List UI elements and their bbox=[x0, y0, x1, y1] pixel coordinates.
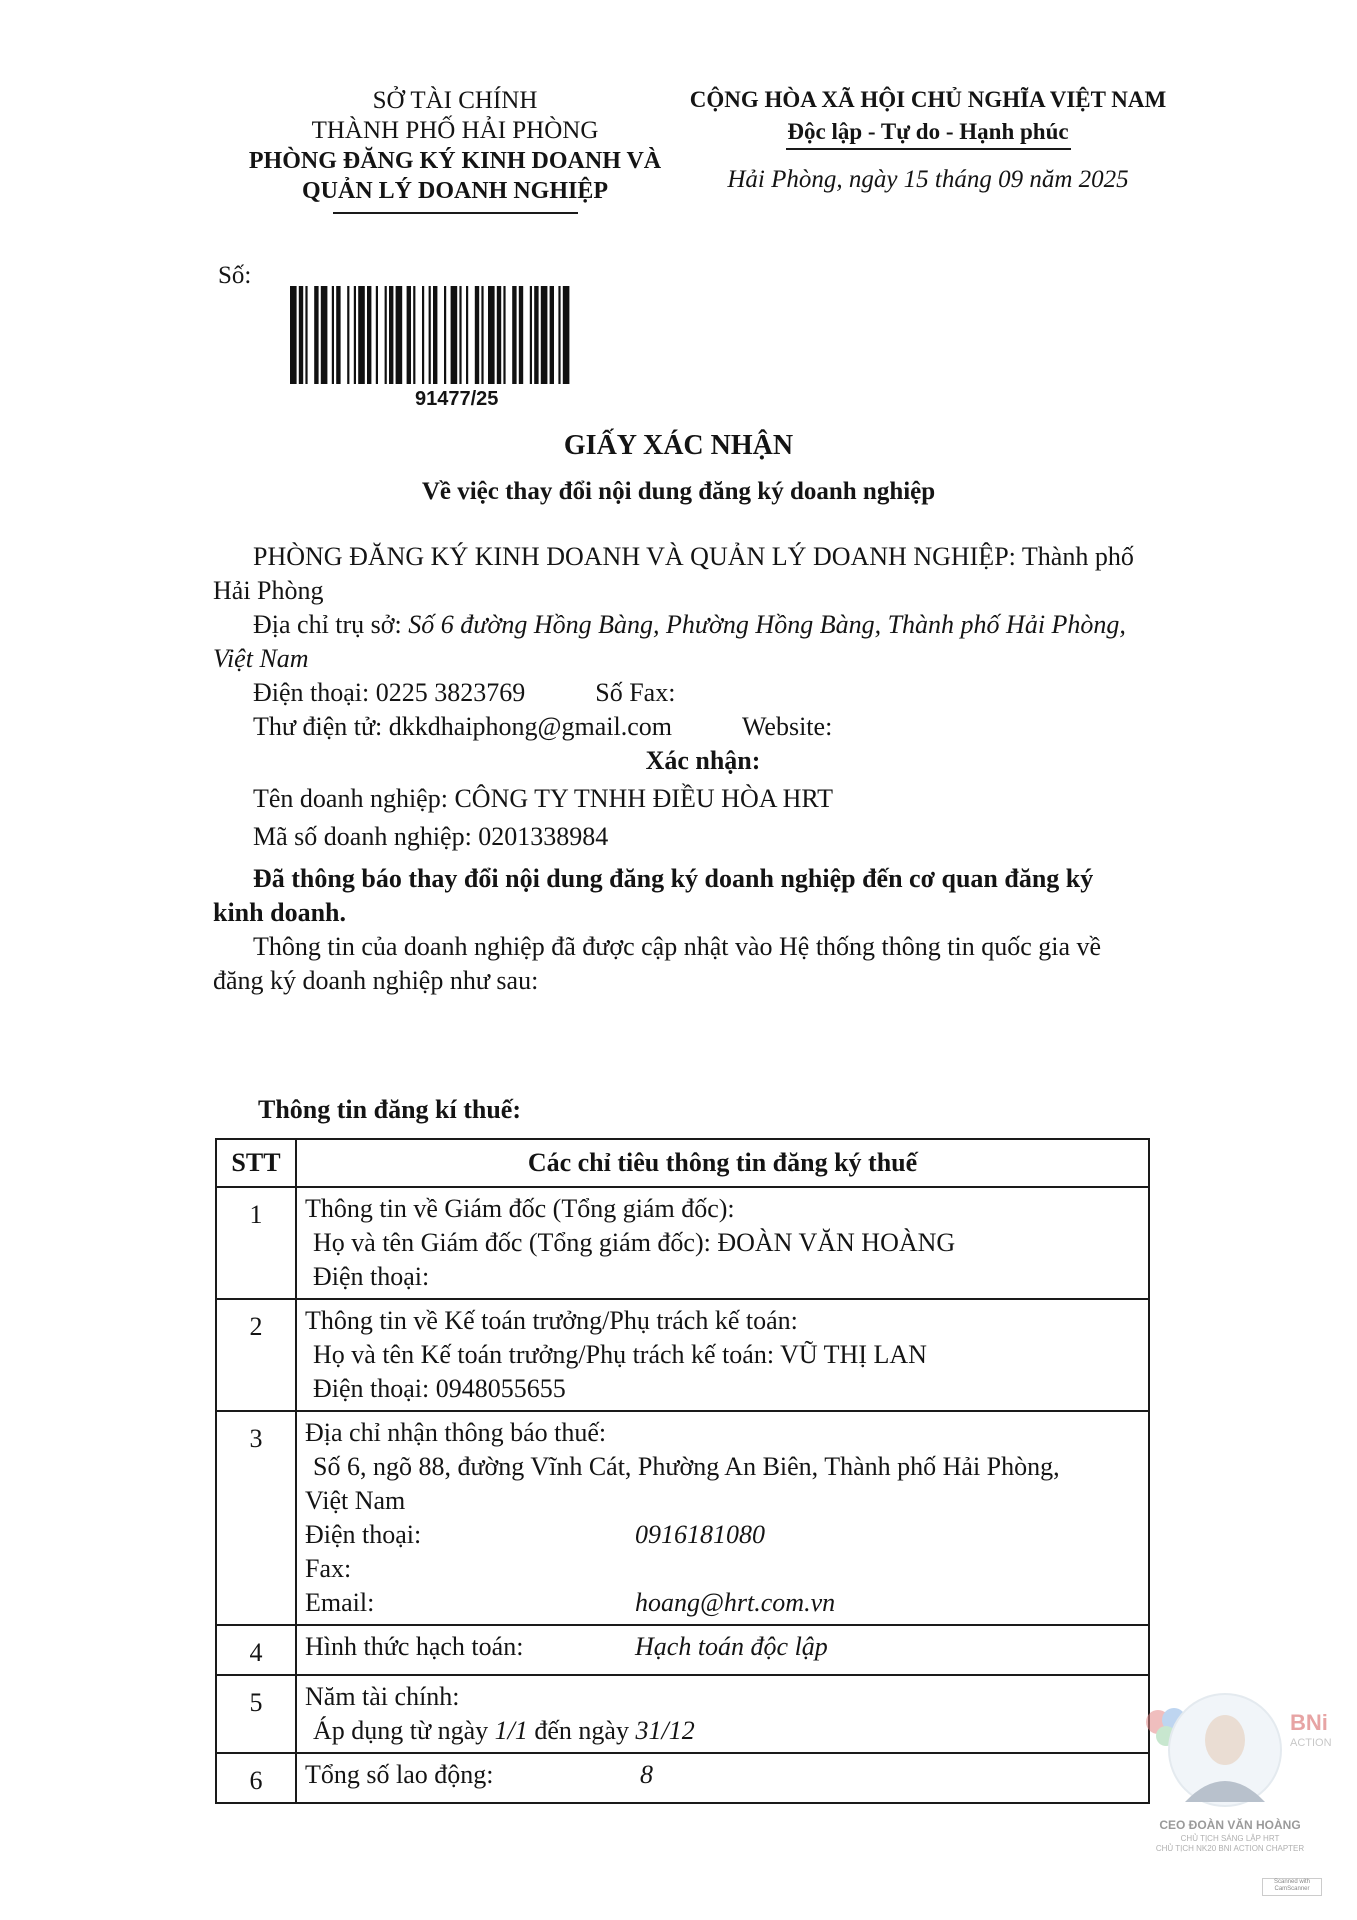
fiscal-to-text: đến ngày bbox=[527, 1716, 636, 1745]
row-stt: 4 bbox=[216, 1625, 296, 1675]
table-row bbox=[216, 1753, 1149, 1803]
tax-phone-value: 0916181080 bbox=[635, 1520, 765, 1549]
labor-count-value: 8 bbox=[640, 1760, 653, 1789]
tax-info-heading: Thông tin đăng kí thuế: bbox=[258, 1095, 521, 1124]
row-content bbox=[296, 1299, 1149, 1411]
table-row bbox=[216, 1411, 1149, 1625]
col-stt-header: STT bbox=[216, 1139, 296, 1187]
barcode-bar bbox=[413, 286, 415, 384]
authority-line-2: THÀNH PHỐ HẢI PHÒNG bbox=[311, 117, 599, 144]
avatar bbox=[1130, 1690, 1332, 1810]
row-content bbox=[296, 1625, 1149, 1675]
tax-email-row bbox=[305, 1586, 1140, 1620]
barcode-bar bbox=[481, 286, 483, 384]
barcode-bar bbox=[305, 286, 307, 384]
barcode-bar bbox=[466, 286, 468, 384]
national-motto-block bbox=[668, 84, 1188, 196]
col-items-header: Các chỉ tiêu thông tin đăng ký thuế bbox=[296, 1139, 1149, 1187]
office-name-line-1: PHÒNG ĐĂNG KÝ KINH DOANH VÀ QUẢN LÝ DOANH NGHIỆP: Thành phố bbox=[253, 542, 1134, 571]
accounting-form-label: Hình thức hạch toán: bbox=[305, 1632, 524, 1661]
confirmation-section bbox=[213, 744, 1193, 998]
row-content bbox=[296, 1187, 1149, 1299]
row-stt: 6 bbox=[216, 1753, 296, 1803]
barcode-bar bbox=[451, 286, 458, 384]
document-subtitle: Về việc thay đổi nội dung đăng ký doanh nghiệp bbox=[421, 478, 936, 505]
accounting-form-row bbox=[305, 1630, 1140, 1664]
table-header-row bbox=[216, 1139, 1149, 1187]
barcode-bar bbox=[376, 286, 378, 384]
office-info bbox=[213, 540, 1193, 744]
tax-phone-label: Điện thoại: bbox=[305, 1520, 422, 1549]
fiscal-from-date: 1/1 bbox=[494, 1716, 528, 1745]
address-value: Số 6 đường Hồng Bàng, Phường Hồng Bàng, Thành phố Hải Phòng, bbox=[408, 610, 1126, 639]
barcode-bar bbox=[541, 286, 548, 384]
barcode-bar bbox=[459, 286, 461, 384]
accounting-form-value: Hạch toán độc lập bbox=[635, 1632, 828, 1661]
scanner-badge: Scanned with CamScanner bbox=[1262, 1878, 1322, 1896]
barcode-bar bbox=[422, 286, 424, 384]
barcode-bar bbox=[332, 286, 334, 384]
avatar-face bbox=[1205, 1715, 1245, 1765]
barcode-bar bbox=[407, 286, 411, 384]
barcode-bar bbox=[299, 286, 303, 384]
barcode-number: 91477/25 bbox=[415, 388, 499, 410]
company-code: Mã số doanh nghiệp: 0201338984 bbox=[253, 822, 609, 851]
barcode-bar bbox=[314, 286, 318, 384]
authority-underline bbox=[333, 212, 578, 214]
authority-line-4: QUẢN LÝ DOANH NGHIỆP bbox=[301, 178, 608, 204]
barcode-bar bbox=[530, 286, 532, 384]
office-phone: Điện thoại: 0225 3823769 bbox=[253, 678, 526, 707]
barcode-bar bbox=[358, 286, 365, 384]
office-website: Website: bbox=[741, 712, 833, 741]
barcode-bar bbox=[519, 286, 523, 384]
labor-count-label: Tổng số lao động: bbox=[305, 1760, 494, 1789]
document-title: GIẤY XÁC NHẬN bbox=[563, 430, 794, 461]
barcode-bar bbox=[444, 286, 446, 384]
row-stt: 2 bbox=[216, 1299, 296, 1411]
barcode-bar bbox=[512, 286, 516, 384]
office-address-line-2: Việt Nam bbox=[213, 644, 309, 673]
tax-address-title: Địa chỉ nhận thông báo thuế: bbox=[305, 1418, 607, 1447]
fiscal-year-title: Năm tài chính: bbox=[305, 1682, 460, 1711]
barcode-bar bbox=[367, 286, 371, 384]
wm-brand: BNi bbox=[1290, 1710, 1328, 1735]
doc-number-label: Số: bbox=[218, 262, 252, 289]
director-title: Thông tin về Giám đốc (Tổng giám đốc): bbox=[305, 1194, 735, 1223]
tax-email-value: hoang@hrt.com.vn bbox=[635, 1588, 836, 1617]
table-row bbox=[216, 1675, 1149, 1753]
barcode-bar bbox=[488, 286, 495, 384]
barcode-bar bbox=[347, 286, 349, 384]
wm-line-2: CHỦ TỊCH SÁNG LẬP HRT bbox=[1180, 1834, 1280, 1843]
row-stt: 3 bbox=[216, 1411, 296, 1625]
labor-count-row bbox=[305, 1758, 1140, 1792]
table-row bbox=[216, 1187, 1149, 1299]
country-name: CỘNG HÒA XÃ HỘI CHỦ NGHĨA VIỆT NAM bbox=[689, 87, 1167, 112]
barcode-bar bbox=[321, 286, 328, 384]
info-line-2: đăng ký doanh nghiệp như sau: bbox=[213, 966, 539, 995]
tax-address-line-2: Việt Nam bbox=[305, 1486, 406, 1515]
barcode-bar bbox=[558, 286, 560, 384]
tax-info-table bbox=[215, 1138, 1150, 1804]
row-content bbox=[296, 1675, 1149, 1753]
fiscal-from-text: Áp dụng từ ngày bbox=[313, 1716, 495, 1745]
company-name: Tên doanh nghiệp: CÔNG TY TNHH ĐIỀU HÒA HRT bbox=[253, 784, 834, 813]
accountant-name: Họ và tên Kế toán trưởng/Phụ trách kế toán: VŨ THỊ LAN bbox=[313, 1340, 927, 1369]
table-row bbox=[216, 1299, 1149, 1411]
authority-line-3: PHÒNG ĐĂNG KÝ KINH DOANH VÀ bbox=[248, 148, 662, 174]
barcode-bar bbox=[503, 286, 505, 384]
barcode-bar bbox=[396, 286, 403, 384]
barcode-bar bbox=[433, 286, 437, 384]
barcode-bar bbox=[354, 286, 356, 384]
director-name: Họ và tên Giám đốc (Tổng giám đốc): ĐOÀN VĂN HOÀNG bbox=[313, 1228, 956, 1257]
wm-brand-sub: ACTION bbox=[1290, 1737, 1332, 1749]
barcode-bar bbox=[534, 286, 538, 384]
row-stt: 5 bbox=[216, 1675, 296, 1753]
motto-underline bbox=[786, 148, 1071, 150]
row-content bbox=[296, 1753, 1149, 1803]
office-email-website bbox=[213, 710, 1193, 744]
notice-line-1: Đã thông báo thay đổi nội dung đăng ký doanh nghiệp đến cơ quan đăng ký bbox=[253, 864, 1094, 893]
info-line-1: Thông tin của doanh nghiệp đã được cập nhật vào Hệ thống thông tin quốc gia về bbox=[253, 932, 1102, 961]
issuing-authority-block bbox=[230, 86, 680, 214]
address-label: Địa chỉ trụ sở: bbox=[253, 610, 402, 639]
director-phone: Điện thoại: bbox=[313, 1262, 430, 1291]
office-fax: Số Fax: bbox=[595, 678, 676, 707]
fiscal-to-date: 31/12 bbox=[635, 1716, 695, 1745]
wm-name: CEO ĐOÀN VĂN HOÀNG bbox=[1159, 1818, 1301, 1832]
barcode-bar bbox=[550, 286, 554, 384]
row-stt: 1 bbox=[216, 1187, 296, 1299]
issue-date: Hải Phòng, ngày 15 tháng 09 năm 2025 bbox=[727, 166, 1129, 193]
barcode-bar bbox=[429, 286, 431, 384]
tax-phone-row bbox=[305, 1518, 1140, 1552]
tax-email-label: Email: bbox=[305, 1588, 375, 1617]
barcode-bar bbox=[563, 286, 570, 384]
barcode bbox=[290, 286, 630, 384]
confirm-heading: Xác nhận: bbox=[645, 746, 761, 775]
office-name-line-2: Hải Phòng bbox=[213, 576, 324, 605]
barcode-bar bbox=[497, 286, 501, 384]
notice-line-2: kinh doanh. bbox=[213, 898, 346, 927]
tax-address-line-1: Số 6, ngõ 88, đường Vĩnh Cát, Phường An Biên, Thành phố Hải Phòng, bbox=[313, 1452, 1060, 1481]
tax-fax-label: Fax: bbox=[305, 1554, 352, 1583]
row-content bbox=[296, 1411, 1149, 1625]
motto: Độc lập - Tự do - Hạnh phúc bbox=[787, 119, 1069, 144]
barcode-bar bbox=[475, 286, 479, 384]
fiscal-year-range bbox=[305, 1714, 1140, 1748]
barcode-bar bbox=[336, 286, 340, 384]
authority-line-1: SỞ TÀI CHÍNH bbox=[372, 87, 538, 114]
wm-subtitle bbox=[1130, 1834, 1330, 1854]
office-address-line-1 bbox=[213, 608, 1193, 642]
barcode-bar bbox=[389, 286, 393, 384]
table-row bbox=[216, 1625, 1149, 1675]
accountant-phone: Điện thoại: 0948055655 bbox=[313, 1374, 566, 1403]
accountant-title: Thông tin về Kế toán trưởng/Phụ trách kế toán: bbox=[305, 1306, 798, 1335]
office-phone-fax bbox=[213, 676, 1193, 710]
barcode-bar bbox=[290, 286, 297, 384]
barcode-bar bbox=[385, 286, 387, 384]
office-email: Thư điện tử: dkkdhaiphong@gmail.com bbox=[253, 712, 672, 741]
wm-line-3: CHỦ TỊCH NK20 BNI ACTION CHAPTER bbox=[1155, 1844, 1305, 1853]
